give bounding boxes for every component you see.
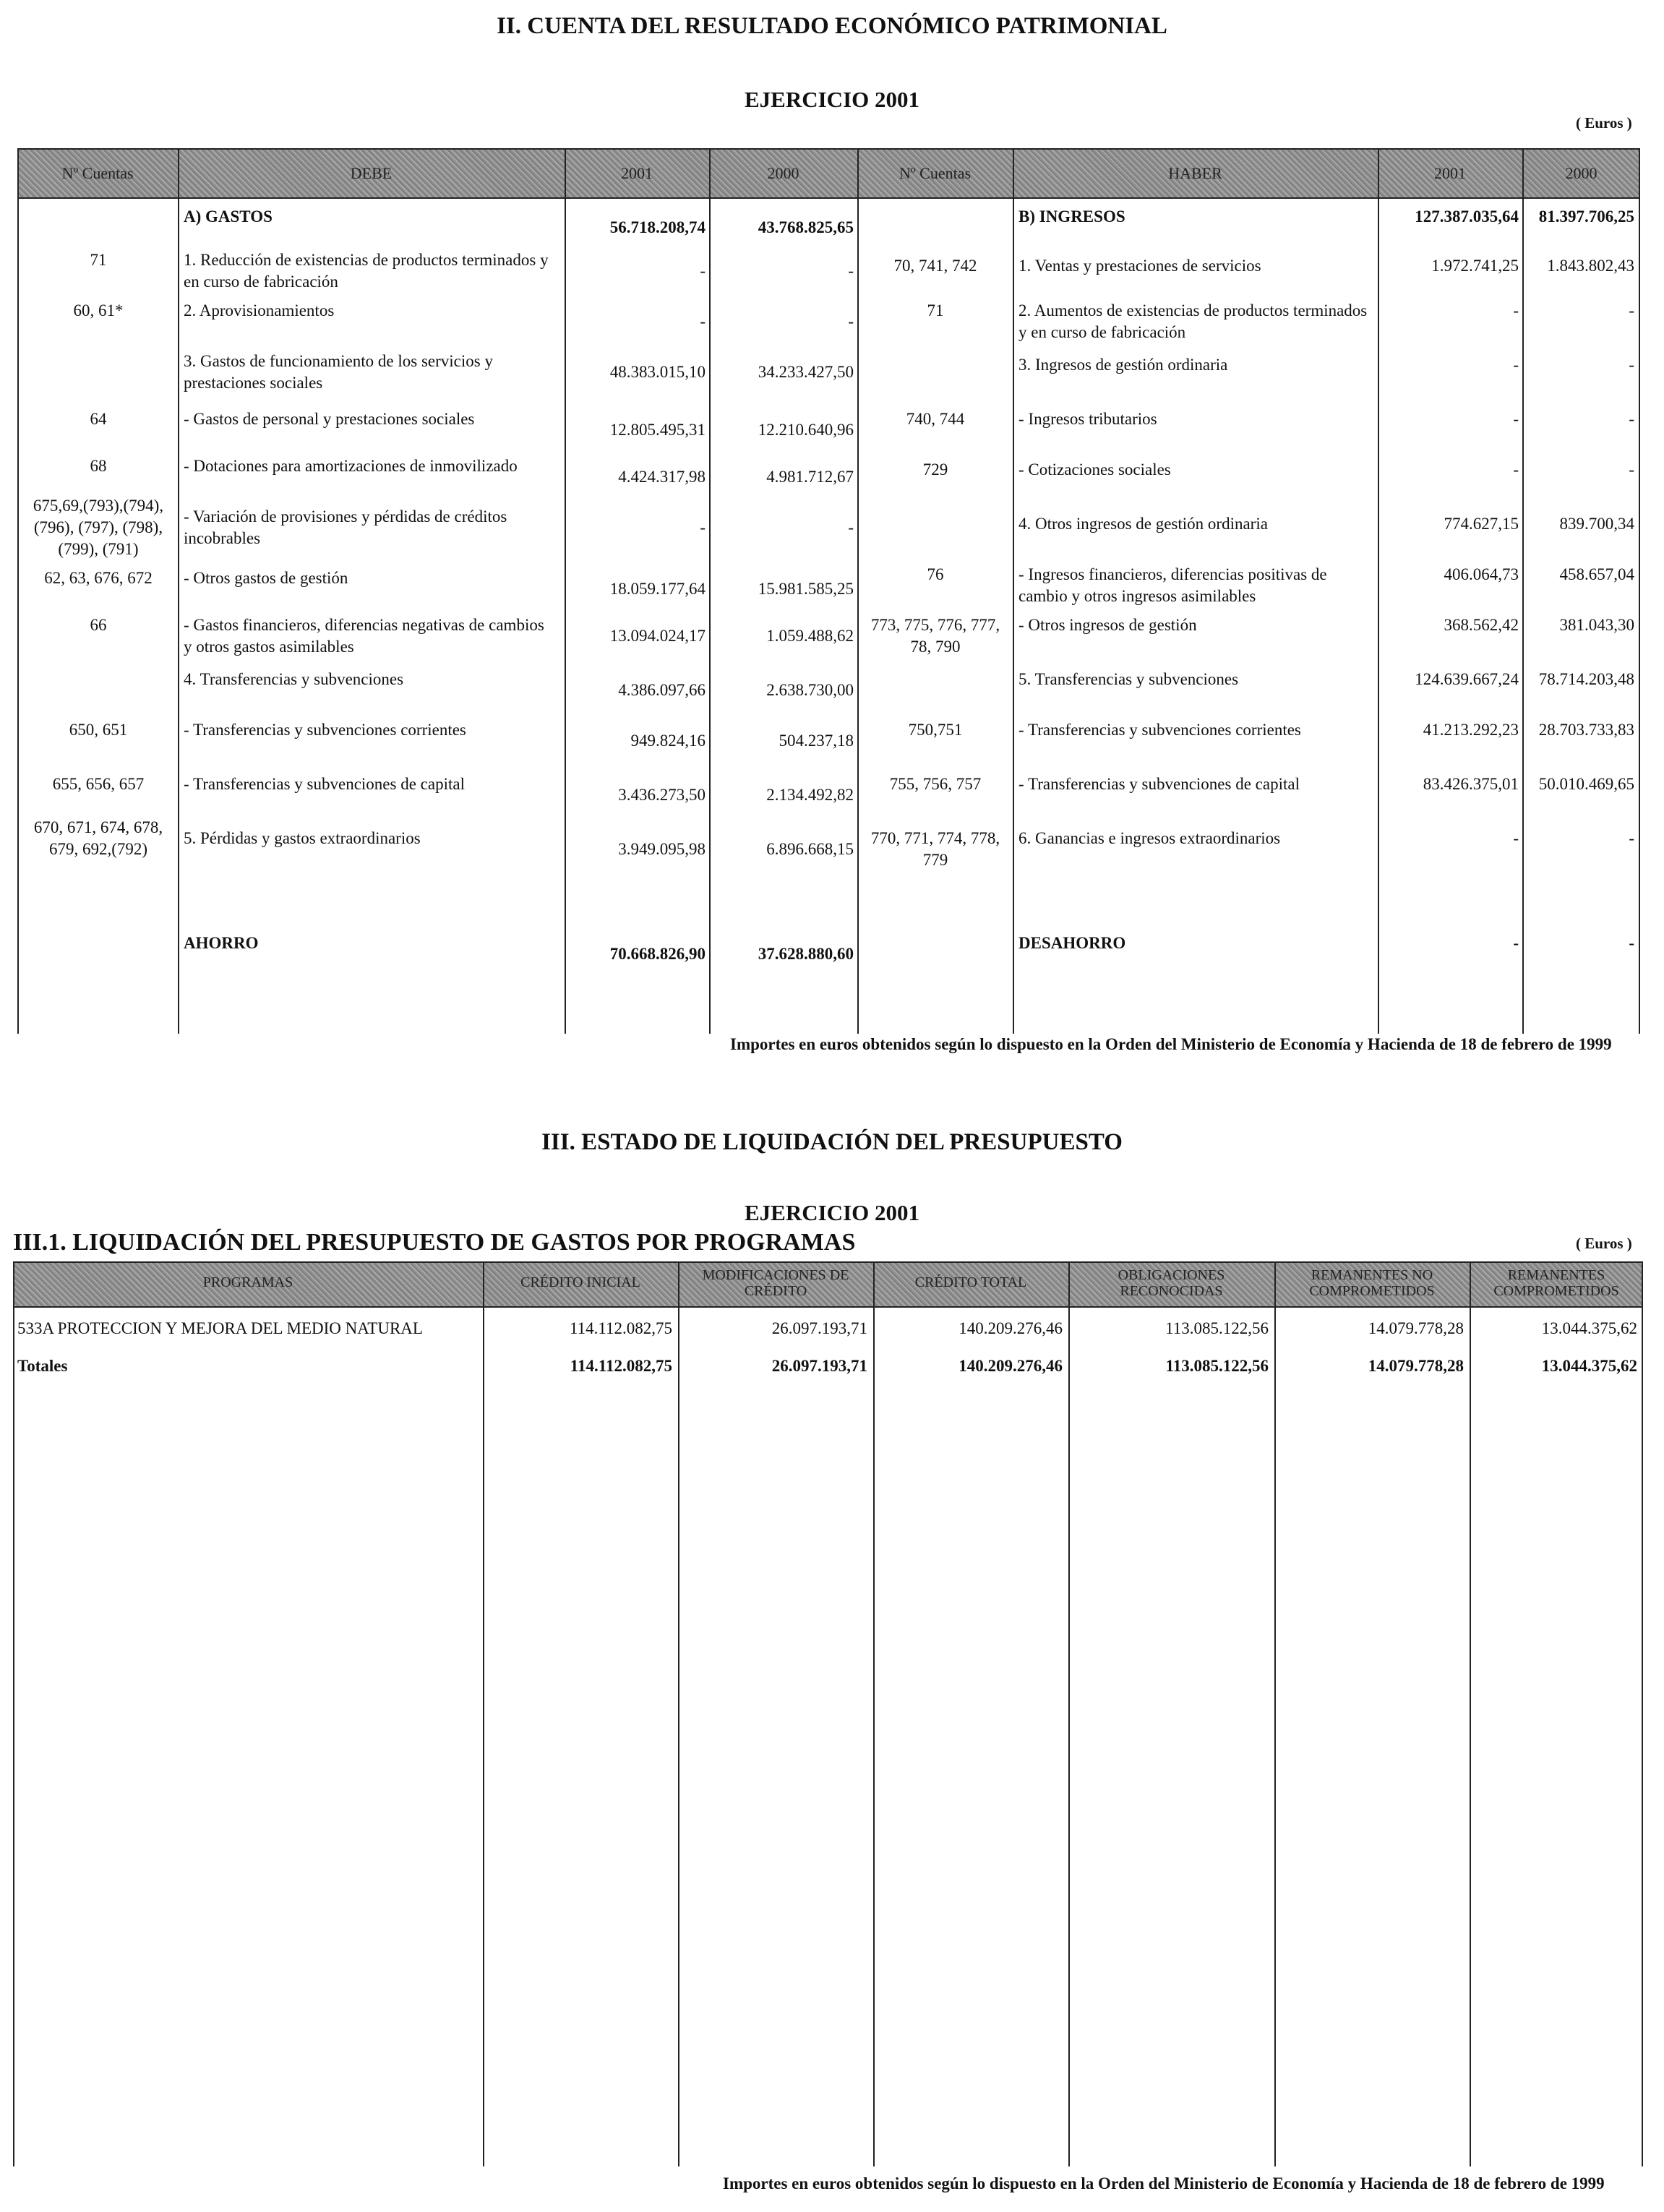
header-rem-no-comp: REMANENTES NO COMPROMETIDOS [1309,1267,1435,1299]
debe-2000-value: 37.628.880,60 [758,945,854,963]
debe-account: 670, 671, 674, 678, 679, 692,(792) [33,818,163,858]
debe-2000-value: - [848,518,854,536]
debe-label: - Dotaciones para amortizaciones de inmovilizado [184,457,518,475]
haber-2001-value: 774.627,15 [1444,515,1519,533]
budget-credito-inicial: 114.112.082,75 [570,1357,672,1375]
header-modificaciones: MODIFICACIONES DE CRÉDITO [702,1267,849,1299]
header-rem-comp: REMANENTES COMPROMETIDOS [1493,1267,1619,1299]
debe-2001-value: 18.059.177,64 [609,580,706,598]
debe-label: 4. Transferencias y subvenciones [184,670,404,688]
col-divider [678,1261,679,2166]
budget-modificaciones: 26.097.193,71 [771,1319,867,1337]
section2-title: II. CUENTA DEL RESULTADO ECONÓMICO PATRIMONIAL [497,13,1167,39]
header-programas: PROGRAMAS [202,1274,293,1290]
results-table [17,148,1640,1034]
debe-account: 66 [90,616,107,634]
haber-account: 76 [927,565,944,583]
haber-2001-value: - [1513,460,1519,479]
budget-modificaciones: 26.097.193,71 [771,1357,867,1375]
debe-2000-value: 43.768.825,65 [758,218,854,236]
debe-2000-value: 34.233.427,50 [758,363,854,381]
budget-rem-comp: 13.044.375,62 [1541,1319,1637,1337]
haber-account: 729 [922,460,948,479]
haber-account: 770, 771, 774, 778, 779 [870,829,1000,869]
debe-2001-value: - [700,312,706,330]
debe-2000-value: 2.638.730,00 [766,681,854,699]
budget-rem-no-comp: 14.079.778,28 [1368,1319,1464,1337]
debe-2001-value: 48.383.015,10 [609,363,706,381]
haber-account: 755, 756, 757 [889,775,982,793]
debe-2000-value: 2.134.492,82 [766,786,854,804]
debe-2001-value: 3.436.273,50 [618,786,706,804]
haber-label: 2. Aumentos de existencias de productos terminados y en curso de fabricación [1018,301,1368,341]
haber-label: - Ingresos financieros, diferencias positivas de cambio y otros ingresos asimilables [1018,565,1327,605]
haber-2000-value: - [1629,356,1634,374]
haber-2001-value: - [1513,301,1519,320]
debe-2001-value: 56.718.208,74 [609,218,706,236]
debe-2000-value: 504.237,18 [779,732,854,750]
haber-2001-value: 406.064,73 [1444,565,1519,583]
debe-2000-value: 1.059.488,62 [766,627,854,645]
header-obligaciones: OBLIGACIONES RECONOCIDAS [1118,1267,1225,1299]
debe-label: 5. Pérdidas y gastos extraordinarios [184,829,421,847]
header-debe: DEBE [350,164,393,182]
haber-2001-value: - [1513,356,1519,374]
header-2001: 2001 [621,164,653,182]
debe-label: - Gastos de personal y prestaciones sociales [184,410,475,428]
section3-note: Importes en euros obtenidos según lo dispuesto en la Orden del Ministerio de Economía y Hacienda de 18 de febrero de 1999 [723,2174,1605,2192]
haber-2001-value: 1.972.741,25 [1431,257,1519,275]
haber-label: 1. Ventas y prestaciones de servicios [1018,257,1261,275]
header-n-cuentas: Nº Cuentas [61,164,134,182]
haber-2001-value: - [1513,410,1519,428]
header-2000-b: 2000 [1565,164,1597,182]
col-divider [17,148,19,1034]
col-divider [483,1261,484,2166]
haber-account: 750,751 [908,721,963,739]
debe-label: - Transferencias y subvenciones corrientes [184,721,466,739]
haber-label: DESAHORRO [1018,934,1126,952]
debe-2000-value: 15.981.585,25 [758,580,854,598]
debe-label: 1. Reducción de existencias de productos terminados y en curso de fabricación [184,251,549,291]
haber-account: 71 [927,301,944,320]
haber-2000-value: - [1629,410,1634,428]
budget-table [13,1261,1643,2166]
debe-account: 62, 63, 676, 672 [44,569,153,587]
col-divider [1642,1261,1643,2166]
haber-2000-value: 28.703.733,83 [1538,721,1634,739]
section2-units: ( Euros ) [1576,114,1632,132]
header-haber: HABER [1168,164,1222,182]
header-2000: 2000 [767,164,799,182]
debe-label: - Gastos financieros, diferencias negativas de cambios y otros gastos asimilables [184,616,544,656]
col-divider [13,1261,14,2166]
haber-2000-value: - [1629,460,1634,479]
debe-2001-value: 3.949.095,98 [618,840,706,858]
haber-2000-value: 78.714.203,48 [1538,670,1634,688]
section2-ejercicio: EJERCICIO 2001 [744,87,919,112]
budget-rem-no-comp: 14.079.778,28 [1368,1357,1464,1375]
debe-2000-value: - [848,262,854,280]
haber-label: - Otros ingresos de gestión [1018,616,1197,634]
section3-units: ( Euros ) [1576,1235,1632,1252]
haber-2000-value: 458.657,04 [1559,565,1634,583]
section3-title: III. ESTADO DE LIQUIDACIÓN DEL PRESUPUESTO [541,1129,1123,1155]
haber-2001-value: - [1513,934,1519,952]
col-divider [709,148,711,1034]
haber-label: - Transferencias y subvenciones de capital [1018,775,1300,793]
budget-program: 533A PROTECCION Y MEJORA DEL MEDIO NATURAL [17,1319,423,1337]
col-divider [1639,148,1640,1034]
budget-obligaciones: 113.085.122,56 [1165,1357,1269,1375]
debe-label: AHORRO [184,934,259,952]
haber-label: 3. Ingresos de gestión ordinaria [1018,356,1228,374]
haber-2001-value: 83.426.375,01 [1423,775,1519,793]
debe-account: 655, 656, 657 [52,775,145,793]
debe-2001-value: 12.805.495,31 [609,421,706,439]
section2-note: Importes en euros obtenidos según lo dispuesto en la Orden del Ministerio de Economía y Hacienda de 18 de febrero de 1999 [730,1035,1612,1053]
debe-label: 3. Gastos de funcionamiento de los servicios y prestaciones sociales [184,352,493,392]
debe-2001-value: - [700,262,706,280]
col-divider [565,148,566,1034]
haber-2001-value: - [1513,829,1519,847]
debe-label: - Transferencias y subvenciones de capital [184,775,465,793]
header-2001-b: 2001 [1434,164,1466,182]
haber-label: 5. Transferencias y subvenciones [1018,670,1239,688]
section3-ejercicio: EJERCICIO 2001 [744,1200,919,1225]
header-n-cuentas-2: Nº Cuentas [899,164,972,182]
debe-2001-value: 949.824,16 [630,732,706,750]
debe-label: A) GASTOS [184,207,273,226]
budget-program: Totales [17,1357,68,1375]
haber-2001-value: 41.213.292,23 [1423,721,1519,739]
haber-label: 6. Ganancias e ingresos extraordinarios [1018,829,1281,847]
haber-label: 4. Otros ingresos de gestión ordinaria [1018,515,1268,533]
results-table-header [17,148,1640,199]
debe-label: - Variación de provisiones y pérdidas de créditos incobrables [184,507,507,547]
debe-account: 675,69,(793),(794), (796), (797), (798), (799), (791) [33,497,164,558]
col-divider [873,1261,875,2166]
header-credito-total: CRÉDITO TOTAL [914,1274,1027,1290]
budget-rem-comp: 13.044.375,62 [1541,1357,1637,1375]
col-divider [1068,1261,1070,2166]
haber-account: 70, 741, 742 [893,257,977,275]
debe-account: 650, 651 [69,721,128,739]
section3-subtitle: III.1. LIQUIDACIÓN DEL PRESUPUESTO DE GASTOS POR PROGRAMAS [13,1229,856,1256]
debe-account: 60, 61* [73,301,124,320]
col-divider [1274,1261,1276,2166]
header-credito-inicial: CRÉDITO INICIAL [520,1274,640,1290]
budget-credito-inicial: 114.112.082,75 [569,1319,672,1337]
col-divider [857,148,859,1034]
debe-2001-value: 13.094.024,17 [609,627,706,645]
haber-2001-value: 127.387.035,64 [1415,207,1519,226]
col-divider [1470,1261,1471,2166]
haber-2000-value: 50.010.469,65 [1538,775,1634,793]
debe-2001-value: 70.668.826,90 [609,945,706,963]
debe-2000-value: 12.210.640,96 [758,421,854,439]
haber-2000-value: 81.397.706,25 [1538,207,1634,226]
debe-2001-value: 4.386.097,66 [618,681,706,699]
haber-label: - Cotizaciones sociales [1018,460,1171,479]
debe-label: - Otros gastos de gestión [184,569,348,587]
budget-credito-total: 140.209.276,46 [958,1319,1063,1337]
haber-2000-value: - [1629,301,1634,320]
debe-account: 64 [90,410,107,428]
col-divider [1013,148,1014,1034]
col-divider [178,148,179,1034]
col-divider [1378,148,1379,1034]
haber-label: B) INGRESOS [1018,207,1125,226]
debe-label: 2. Aprovisionamientos [184,301,335,320]
budget-credito-total: 140.209.276,46 [958,1357,1063,1375]
budget-obligaciones: 113.085.122,56 [1165,1319,1269,1337]
col-divider [1522,148,1524,1034]
debe-2000-value: 4.981.712,67 [766,468,854,486]
haber-2000-value: 1.843.802,43 [1547,257,1634,275]
haber-account: 740, 744 [906,410,965,428]
debe-2001-value: - [700,518,706,536]
debe-2000-value: - [848,312,854,330]
debe-2000-value: 6.896.668,15 [766,840,854,858]
debe-2001-value: 4.424.317,98 [618,468,706,486]
debe-account: 71 [90,251,107,269]
haber-2000-value: 839.700,34 [1559,515,1634,533]
haber-2000-value: 381.043,30 [1559,616,1634,634]
haber-label: - Transferencias y subvenciones corrientes [1018,721,1301,739]
haber-label: - Ingresos tributarios [1018,410,1157,428]
haber-2001-value: 368.562,42 [1444,616,1519,634]
haber-2000-value: - [1629,829,1634,847]
haber-2000-value: - [1629,934,1634,952]
haber-account: 773, 775, 776, 777, 78, 790 [870,616,1000,656]
haber-2001-value: 124.639.667,24 [1415,670,1519,688]
budget-table-header [13,1261,1643,1308]
debe-account: 68 [90,457,107,475]
